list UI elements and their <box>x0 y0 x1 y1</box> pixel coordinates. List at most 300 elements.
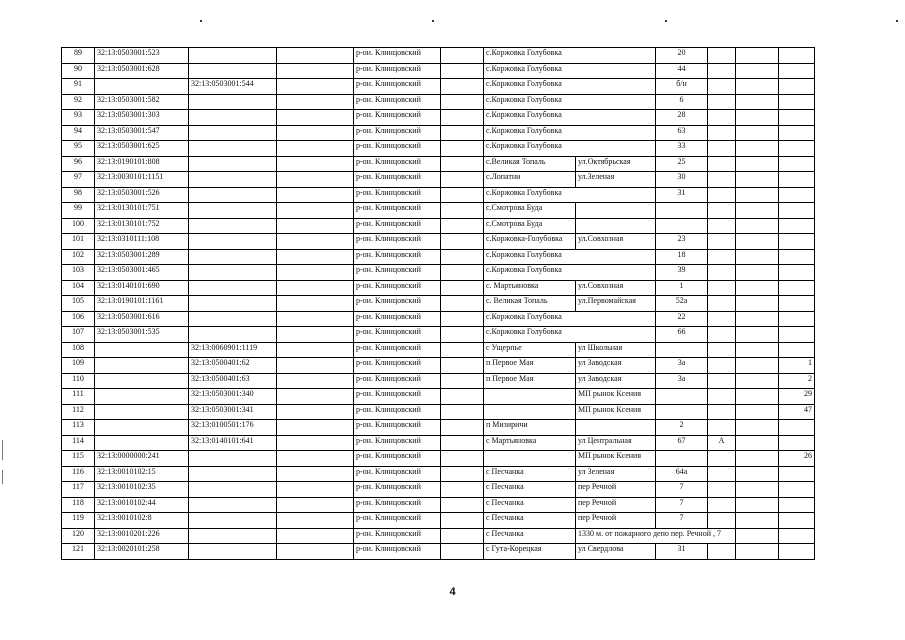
district: р-он. Клинцовский <box>354 466 441 482</box>
scan-dot <box>665 20 667 22</box>
building-letter <box>708 141 736 157</box>
district: р-он. Клинцовский <box>354 513 441 529</box>
district: р-он. Клинцовский <box>354 420 441 436</box>
unit-number <box>779 48 815 64</box>
cadastral-number <box>95 373 189 389</box>
cadastral-number <box>95 435 189 451</box>
blank-cell <box>441 327 484 343</box>
district: р-он. Клинцовский <box>354 358 441 374</box>
blank-cell <box>441 451 484 467</box>
street: ул Свердлова <box>576 544 656 560</box>
scan-dot <box>432 20 434 22</box>
blank-cell <box>736 389 779 405</box>
cadastral-number-alt <box>189 125 277 141</box>
blank-cell <box>277 373 354 389</box>
row-number: 98 <box>62 187 95 203</box>
building-letter <box>708 296 736 312</box>
unit-number <box>779 141 815 157</box>
settlement: п Первое Мая <box>484 373 576 389</box>
cadastral-number: 32:13:0140101:690 <box>95 280 189 296</box>
blank-cell <box>441 528 484 544</box>
blank-cell <box>441 172 484 188</box>
house-number <box>656 342 708 358</box>
blank-cell <box>736 234 779 250</box>
district: р-он. Клинцовский <box>354 482 441 498</box>
cadastral-number: 32:13:0503001:535 <box>95 327 189 343</box>
settlement: с.Коржовка Голубовка <box>484 48 656 64</box>
table-row <box>62 497 815 513</box>
cadastral-number <box>95 404 189 420</box>
row-number: 102 <box>62 249 95 265</box>
unit-number <box>779 482 815 498</box>
table-row <box>62 218 815 234</box>
blank-cell <box>277 48 354 64</box>
blank-cell <box>736 48 779 64</box>
street: ул Центральная <box>576 435 656 451</box>
row-number: 97 <box>62 172 95 188</box>
cadastral-number-alt <box>189 249 277 265</box>
cadastral-number-alt: 32:13:0060901:1119 <box>189 342 277 358</box>
blank-cell <box>736 79 779 95</box>
cadastral-number-alt <box>189 203 277 219</box>
blank-cell <box>736 187 779 203</box>
cadastral-number: 32:13:0000000:241 <box>95 451 189 467</box>
cadastral-number: 32:13:0503001:523 <box>95 48 189 64</box>
blank-cell <box>441 513 484 529</box>
district: р-он. Клинцовский <box>354 327 441 343</box>
house-number: 64а <box>656 466 708 482</box>
house-number: 3а <box>656 373 708 389</box>
house-number <box>656 203 708 219</box>
street: МП рынок Ксения <box>576 451 656 467</box>
building-letter <box>708 172 736 188</box>
row-number: 115 <box>62 451 95 467</box>
district: р-он. Клинцовский <box>354 48 441 64</box>
district: р-он. Клинцовский <box>354 249 441 265</box>
settlement: с.Коржовка Голубовка <box>484 187 656 203</box>
blank-cell <box>736 420 779 436</box>
house-number: 63 <box>656 125 708 141</box>
building-letter <box>708 203 736 219</box>
unit-number <box>779 497 815 513</box>
table-row <box>62 79 815 95</box>
cadastral-number-alt <box>189 497 277 513</box>
house-number: 7 <box>656 482 708 498</box>
row-number: 108 <box>62 342 95 358</box>
blank-cell <box>277 327 354 343</box>
district: р-он. Клинцовский <box>354 404 441 420</box>
blank-cell <box>736 482 779 498</box>
street: пер Речной <box>576 497 656 513</box>
cadastral-number-alt: 32:13:0140101:641 <box>189 435 277 451</box>
blank-cell <box>441 482 484 498</box>
cadastral-number-alt: 32:13:0503001:340 <box>189 389 277 405</box>
blank-cell <box>277 358 354 374</box>
unit-number <box>779 311 815 327</box>
street: ул.Зеленая <box>576 172 656 188</box>
unit-number <box>779 63 815 79</box>
cadastral-number <box>95 420 189 436</box>
row-number: 112 <box>62 404 95 420</box>
building-letter <box>708 94 736 110</box>
building-letter <box>708 404 736 420</box>
blank-cell <box>277 79 354 95</box>
settlement: с Песчанка <box>484 482 576 498</box>
blank-cell <box>441 79 484 95</box>
table-row <box>62 63 815 79</box>
blank-cell <box>441 342 484 358</box>
table-row <box>62 234 815 250</box>
cadastral-number-alt <box>189 513 277 529</box>
cadastral-number: 32:13:0030101:1151 <box>95 172 189 188</box>
table-row <box>62 141 815 157</box>
street: ул.Совхозная <box>576 234 656 250</box>
house-number: 67 <box>656 435 708 451</box>
settlement: с Гута-Корецкая <box>484 544 576 560</box>
cadastral-number <box>95 389 189 405</box>
house-number: 2 <box>656 420 708 436</box>
settlement: с.Смотрова Буда <box>484 203 576 219</box>
house-number: 3а <box>656 358 708 374</box>
blank-cell <box>736 358 779 374</box>
unit-number <box>779 296 815 312</box>
unit-number <box>779 342 815 358</box>
blank-cell <box>441 141 484 157</box>
house-number: 6 <box>656 94 708 110</box>
blank-cell <box>736 544 779 560</box>
settlement <box>484 389 576 405</box>
house-number: 66 <box>656 327 708 343</box>
building-letter <box>708 420 736 436</box>
settlement: с Песчанка <box>484 466 576 482</box>
table-row <box>62 249 815 265</box>
street: ул.Первомайская <box>576 296 656 312</box>
blank-cell <box>277 280 354 296</box>
blank-cell <box>736 265 779 281</box>
unit-number <box>779 172 815 188</box>
cadastral-number-alt <box>189 482 277 498</box>
district: р-он. Клинцовский <box>354 451 441 467</box>
street: ул Зеленая <box>576 466 656 482</box>
settlement: с.Коржовка Голубовка <box>484 110 656 126</box>
row-number: 89 <box>62 48 95 64</box>
settlement: с Песчанка <box>484 513 576 529</box>
settlement: с.Коржовка Голубовка <box>484 141 656 157</box>
table-row <box>62 125 815 141</box>
cadastral-number-alt <box>189 327 277 343</box>
house-number: 1 <box>656 280 708 296</box>
row-number: 117 <box>62 482 95 498</box>
cadastral-number-alt <box>189 110 277 126</box>
cadastral-number <box>95 79 189 95</box>
table-row <box>62 187 815 203</box>
house-number: 23 <box>656 234 708 250</box>
blank-cell <box>277 156 354 172</box>
blank-cell <box>441 156 484 172</box>
table-row <box>62 451 815 467</box>
district: р-он. Клинцовский <box>354 389 441 405</box>
blank-cell <box>441 311 484 327</box>
blank-cell <box>441 125 484 141</box>
blank-cell <box>441 358 484 374</box>
settlement: с.Коржовка Голубовка <box>484 311 656 327</box>
blank-cell <box>277 249 354 265</box>
settlement: с.Лопатни <box>484 172 576 188</box>
cadastral-number-alt <box>189 48 277 64</box>
row-number: 103 <box>62 265 95 281</box>
settlement: с.Коржовка-Голубовка <box>484 234 576 250</box>
row-number: 99 <box>62 203 95 219</box>
blank-cell <box>441 234 484 250</box>
blank-cell <box>277 125 354 141</box>
street <box>576 420 656 436</box>
district: р-он. Клинцовский <box>354 373 441 389</box>
blank-cell <box>736 327 779 343</box>
house-number <box>656 389 708 405</box>
district: р-он. Клинцовский <box>354 296 441 312</box>
blank-cell <box>736 435 779 451</box>
table-row <box>62 48 815 64</box>
row-number: 121 <box>62 544 95 560</box>
row-number: 93 <box>62 110 95 126</box>
blank-cell <box>441 218 484 234</box>
cadastral-number: 32:13:0010102:15 <box>95 466 189 482</box>
settlement: с. Великая Топаль <box>484 296 576 312</box>
unit-number <box>779 156 815 172</box>
table-row <box>62 466 815 482</box>
unit-number <box>779 544 815 560</box>
unit-number <box>779 187 815 203</box>
cadastral-number-alt <box>189 528 277 544</box>
street <box>576 203 656 219</box>
district: р-он. Клинцовский <box>354 172 441 188</box>
cadastral-number-alt <box>189 466 277 482</box>
blank-cell <box>736 63 779 79</box>
blank-cell <box>736 203 779 219</box>
building-letter <box>708 482 736 498</box>
row-number: 105 <box>62 296 95 312</box>
blank-cell <box>441 249 484 265</box>
building-letter <box>708 79 736 95</box>
table-row <box>62 544 815 560</box>
blank-cell <box>277 435 354 451</box>
cadastral-number: 32:13:0503001:289 <box>95 249 189 265</box>
cadastral-number-alt <box>189 296 277 312</box>
cadastral-number: 32:13:0503001:628 <box>95 63 189 79</box>
house-number <box>656 451 708 467</box>
blank-cell <box>277 265 354 281</box>
cadastral-number: 32:13:0190101:1161 <box>95 296 189 312</box>
unit-number <box>779 435 815 451</box>
building-letter <box>708 234 736 250</box>
street: МП рынок Ксения <box>576 404 656 420</box>
row-number: 107 <box>62 327 95 343</box>
blank-cell <box>736 172 779 188</box>
row-number: 94 <box>62 125 95 141</box>
district: р-он. Клинцовский <box>354 342 441 358</box>
blank-cell <box>736 156 779 172</box>
table-row <box>62 482 815 498</box>
district: р-он. Клинцовский <box>354 79 441 95</box>
scan-dot <box>896 20 898 22</box>
cadastral-number: 32:13:0310111:108 <box>95 234 189 250</box>
blank-cell <box>736 110 779 126</box>
blank-cell <box>736 404 779 420</box>
blank-cell <box>441 544 484 560</box>
cadastral-number-alt: 32:13:0503001:341 <box>189 404 277 420</box>
cadastral-number: 32:13:0010102:44 <box>95 497 189 513</box>
house-number: 52а <box>656 296 708 312</box>
district: р-он. Клинцовский <box>354 63 441 79</box>
unit-number <box>779 280 815 296</box>
cadastral-number: 32:13:0503001:303 <box>95 110 189 126</box>
street: ул.Октябрьская <box>576 156 656 172</box>
building-letter: А <box>708 435 736 451</box>
blank-cell <box>441 389 484 405</box>
row-number: 114 <box>62 435 95 451</box>
house-number: б/н <box>656 79 708 95</box>
district: р-он. Клинцовский <box>354 311 441 327</box>
district: р-он. Клинцовский <box>354 234 441 250</box>
unit-number <box>779 513 815 529</box>
building-letter <box>708 342 736 358</box>
cadastral-number <box>95 358 189 374</box>
table-row <box>62 420 815 436</box>
cadastral-number <box>95 342 189 358</box>
building-letter <box>708 265 736 281</box>
settlement: с.Коржовка Голубовка <box>484 94 656 110</box>
cadastral-number-alt <box>189 280 277 296</box>
row-number: 96 <box>62 156 95 172</box>
cadastral-number-alt <box>189 141 277 157</box>
blank-cell <box>441 296 484 312</box>
unit-number: 47 <box>779 404 815 420</box>
house-number: 20 <box>656 48 708 64</box>
blank-cell <box>277 110 354 126</box>
building-letter <box>708 327 736 343</box>
unit-number <box>779 110 815 126</box>
district: р-он. Клинцовский <box>354 435 441 451</box>
cadastral-number-alt: 32:13:0500401:63 <box>189 373 277 389</box>
building-letter <box>708 544 736 560</box>
page-number: 4 <box>449 586 456 598</box>
blank-cell <box>736 311 779 327</box>
blank-cell <box>277 544 354 560</box>
settlement: с.Великая Топаль <box>484 156 576 172</box>
settlement <box>484 404 576 420</box>
table-row <box>62 172 815 188</box>
blank-cell <box>441 63 484 79</box>
district: р-он. Клинцовский <box>354 156 441 172</box>
district: р-он. Клинцовский <box>354 528 441 544</box>
blank-cell <box>736 296 779 312</box>
blank-cell <box>277 404 354 420</box>
table-row <box>62 94 815 110</box>
cadastral-number-alt <box>189 156 277 172</box>
street: пер Речной <box>576 513 656 529</box>
row-number: 118 <box>62 497 95 513</box>
building-letter <box>708 466 736 482</box>
house-number: 39 <box>656 265 708 281</box>
table-row <box>62 327 815 343</box>
cadastral-number-alt <box>189 311 277 327</box>
house-number: 18 <box>656 249 708 265</box>
blank-cell <box>736 125 779 141</box>
settlement: с Песчанка <box>484 497 576 513</box>
table-row <box>62 389 815 405</box>
unit-number: 29 <box>779 389 815 405</box>
settlement <box>484 451 576 467</box>
cadastral-number-alt: 32:13:0503001:544 <box>189 79 277 95</box>
settlement: с Песчанка <box>484 528 576 544</box>
blank-cell <box>277 311 354 327</box>
unit-number <box>779 203 815 219</box>
building-letter <box>708 218 736 234</box>
cadastral-number-alt: 32:13:0500401:62 <box>189 358 277 374</box>
blank-cell <box>736 513 779 529</box>
blank-cell <box>277 420 354 436</box>
blank-cell <box>736 497 779 513</box>
building-letter <box>708 249 736 265</box>
table-body <box>62 48 815 560</box>
street: ул Школьная <box>576 342 656 358</box>
district: р-он. Клинцовский <box>354 187 441 203</box>
blank-cell <box>736 141 779 157</box>
blank-cell <box>277 528 354 544</box>
unit-number: 1 <box>779 358 815 374</box>
settlement: п Первое Мая <box>484 358 576 374</box>
row-number: 95 <box>62 141 95 157</box>
house-number: 33 <box>656 141 708 157</box>
house-number: 7 <box>656 497 708 513</box>
table-row <box>62 311 815 327</box>
table-row <box>62 265 815 281</box>
table-row <box>62 110 815 126</box>
blank-cell <box>277 451 354 467</box>
table-row <box>62 373 815 389</box>
row-number: 111 <box>62 389 95 405</box>
cadastral-number-alt <box>189 94 277 110</box>
settlement: с.Коржовка Голубовка <box>484 63 656 79</box>
settlement: с.Коржовка Голубовка <box>484 265 656 281</box>
unit-number <box>779 466 815 482</box>
blank-cell <box>441 94 484 110</box>
blank-cell <box>277 296 354 312</box>
building-letter <box>708 373 736 389</box>
district: р-он. Клинцовский <box>354 141 441 157</box>
cadastral-number: 32:13:0503001:582 <box>95 94 189 110</box>
scan-margin-mark <box>2 440 3 460</box>
settlement: с.Коржовка Голубовка <box>484 249 656 265</box>
scan-dot <box>200 20 202 22</box>
street: МП рынок Ксения <box>576 389 656 405</box>
building-letter <box>708 389 736 405</box>
cadastral-number: 32:13:0010201:226 <box>95 528 189 544</box>
unit-number <box>779 234 815 250</box>
building-letter <box>708 451 736 467</box>
row-number: 100 <box>62 218 95 234</box>
house-number: 30 <box>656 172 708 188</box>
blank-cell <box>441 497 484 513</box>
district: р-он. Клинцовский <box>354 497 441 513</box>
blank-cell <box>277 482 354 498</box>
settlement: с.Коржовка Голубовка <box>484 327 656 343</box>
building-letter <box>708 63 736 79</box>
street: ул Заводская <box>576 358 656 374</box>
cadastral-number: 32:13:0010102:35 <box>95 482 189 498</box>
table-row <box>62 513 815 529</box>
cadastral-number: 32:13:0503001:547 <box>95 125 189 141</box>
